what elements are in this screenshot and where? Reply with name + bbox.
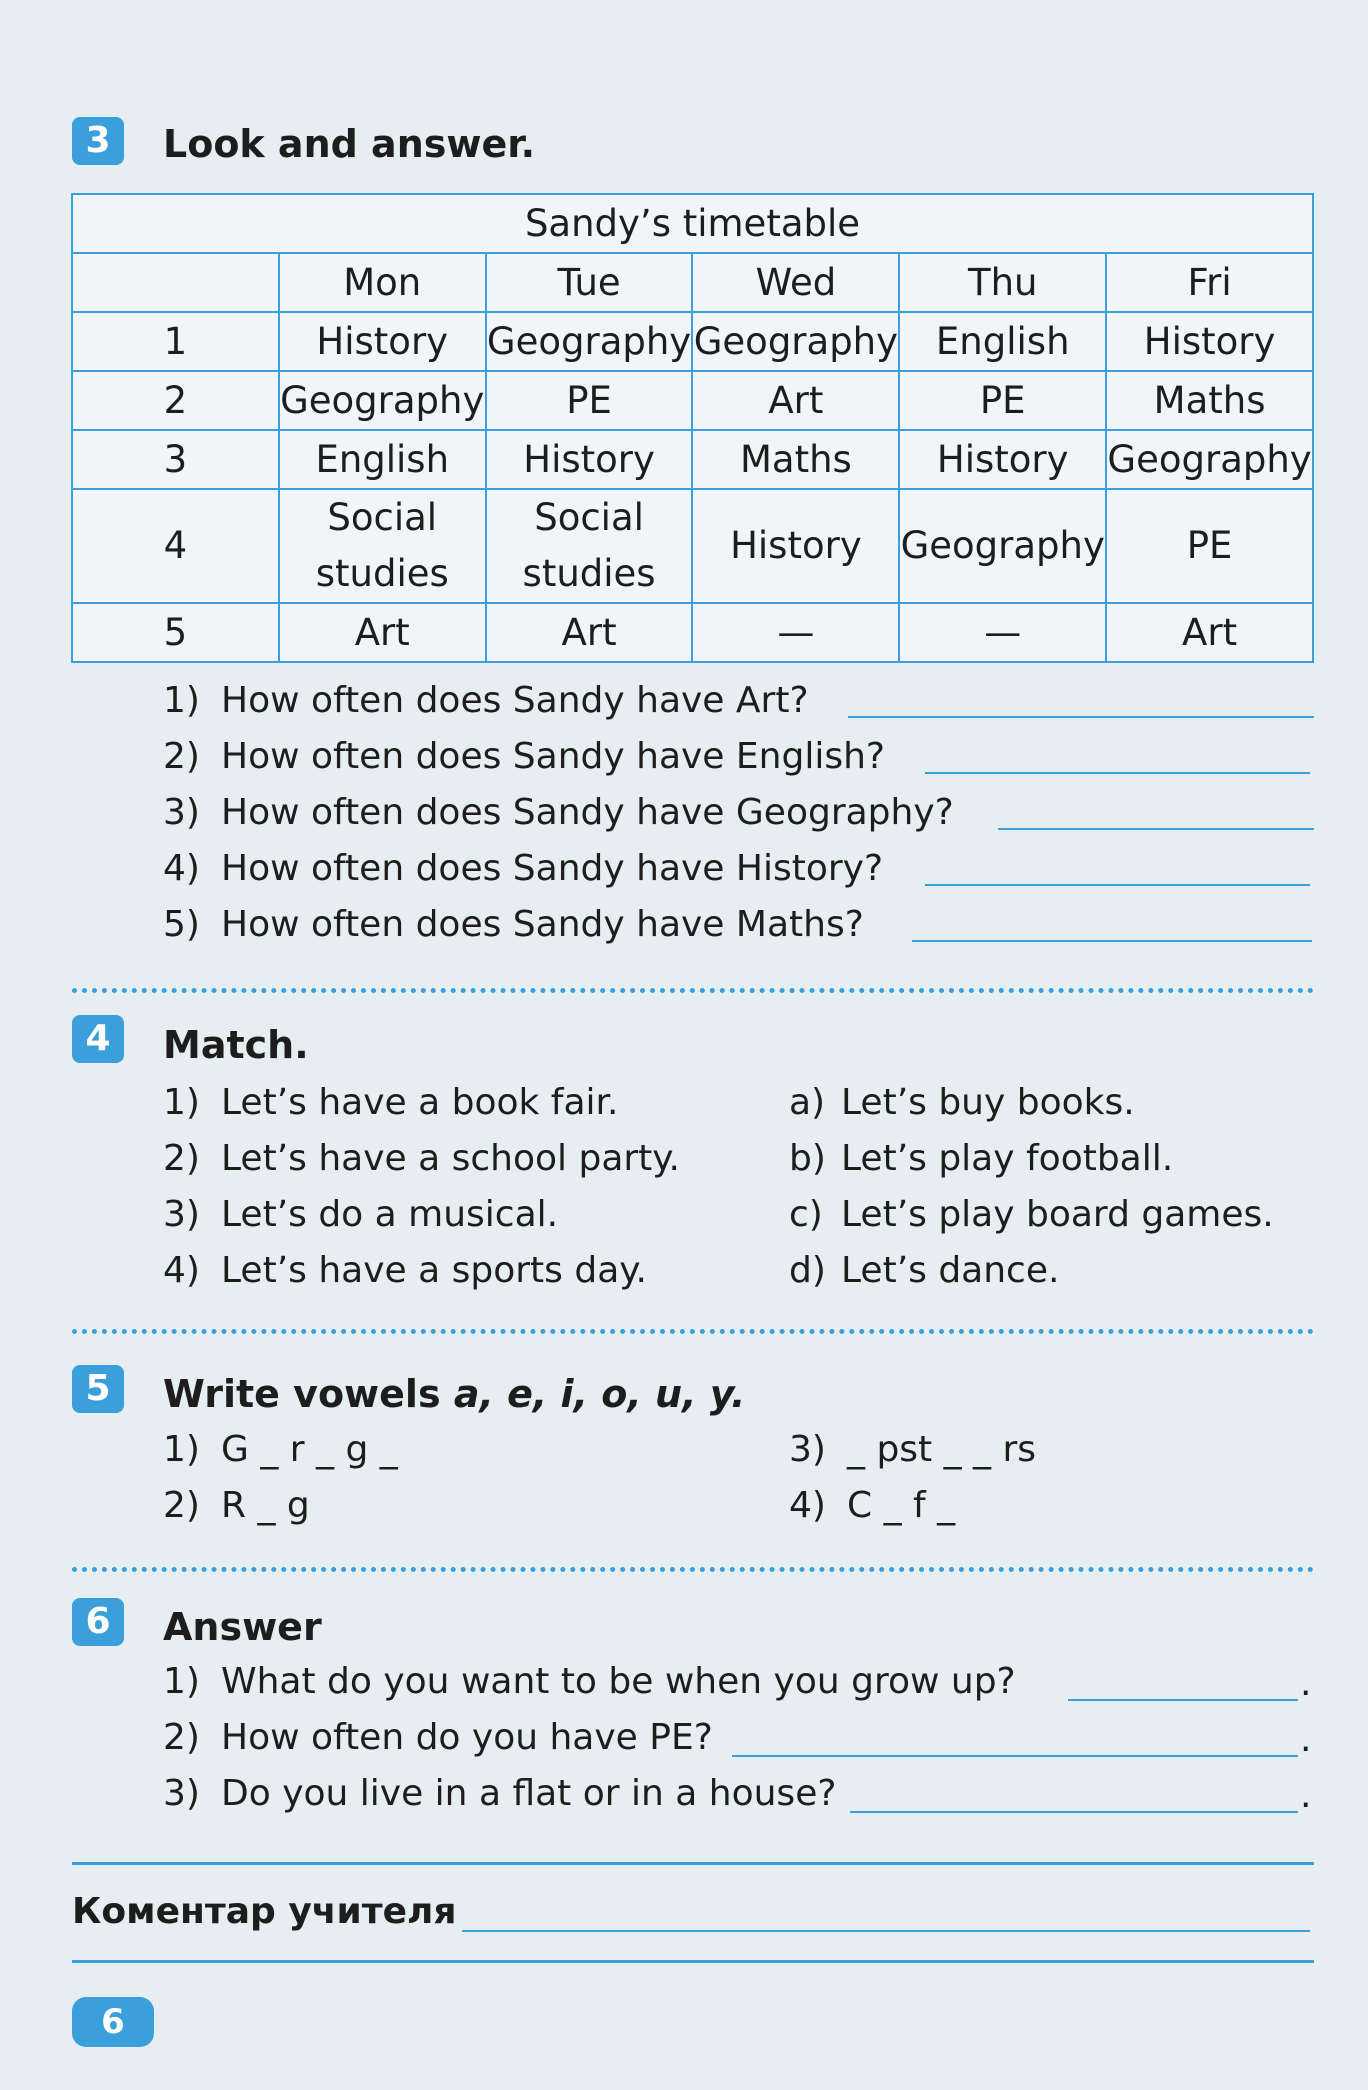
day-header: Tue xyxy=(486,253,693,312)
match-text: Let’s play board games. xyxy=(841,1194,1274,1235)
timetable-cell xyxy=(279,489,486,603)
question-line xyxy=(163,1714,713,1762)
question-line xyxy=(163,789,954,837)
item-letter: a) xyxy=(789,1082,826,1123)
timetable-row xyxy=(72,371,1313,430)
question-line xyxy=(163,901,864,949)
question-text: How often do you have PE? xyxy=(221,1717,713,1758)
question-text: How often does Sandy have History? xyxy=(221,848,884,889)
timetable-cell: PE xyxy=(899,371,1106,430)
answer-blank[interactable] xyxy=(925,772,1310,774)
item-number: 2) xyxy=(163,1485,200,1526)
timetable-title: Sandy’s timetable xyxy=(72,194,1313,253)
match-text: Let’s buy books. xyxy=(841,1082,1135,1123)
comment-bottom-rule xyxy=(72,1960,1314,1963)
question-text: How often does Sandy have Geography? xyxy=(221,792,954,833)
timetable-cell: PE xyxy=(486,371,693,430)
item-number: 4) xyxy=(163,848,200,889)
lesson-number: 4 xyxy=(72,489,279,603)
day-header: Thu xyxy=(899,253,1106,312)
match-text: Let’s have a book fair. xyxy=(221,1082,619,1123)
timetable-cell: History xyxy=(692,489,899,603)
exercise-4-badge: 4 xyxy=(72,1015,124,1063)
word-gaps: G _ r _ g _ xyxy=(221,1429,398,1470)
timetable-cell: — xyxy=(692,603,899,662)
item-number: 1) xyxy=(163,680,200,721)
end-mark: . xyxy=(1300,1775,1312,1816)
cell-line: studies xyxy=(315,552,449,595)
end-mark: . xyxy=(1300,1719,1312,1760)
timetable-cell: Art xyxy=(279,603,486,662)
end-mark: . xyxy=(1300,1663,1312,1704)
answer-blank[interactable] xyxy=(848,716,1314,718)
match-text: Let’s dance. xyxy=(841,1250,1060,1291)
answer-blank[interactable] xyxy=(1068,1699,1298,1701)
match-right-item xyxy=(789,1247,1059,1295)
answer-blank[interactable] xyxy=(998,828,1314,830)
item-number: 2) xyxy=(163,1138,200,1179)
item-number: 3) xyxy=(789,1429,826,1470)
match-left-item xyxy=(163,1079,618,1127)
timetable-cell: Art xyxy=(486,603,693,662)
vowel-item xyxy=(163,1482,310,1530)
cell-line: Social xyxy=(534,496,644,539)
timetable-cell: History xyxy=(486,430,693,489)
title-text: Write vowels xyxy=(163,1372,454,1416)
question-line xyxy=(163,733,885,781)
timetable-cell: — xyxy=(899,603,1106,662)
question-line xyxy=(163,1770,836,1818)
item-number: 1) xyxy=(163,1082,200,1123)
lesson-number: 5 xyxy=(72,603,279,662)
day-header: Fri xyxy=(1106,253,1313,312)
item-number: 3) xyxy=(163,792,200,833)
vowel-item xyxy=(163,1426,398,1474)
question-text: What do you want to be when you grow up? xyxy=(221,1661,1016,1702)
answer-blank[interactable] xyxy=(925,884,1310,886)
timetable-row xyxy=(72,430,1313,489)
timetable-cell: English xyxy=(899,312,1106,371)
teacher-comment-field[interactable] xyxy=(462,1930,1310,1932)
exercise-3-title: Look and answer. xyxy=(163,122,536,166)
question-line xyxy=(163,845,883,893)
match-right-item xyxy=(789,1079,1135,1127)
answer-blank[interactable] xyxy=(732,1755,1298,1757)
question-line xyxy=(163,677,809,725)
match-text: Let’s have a sports day. xyxy=(221,1250,647,1291)
timetable-cell: History xyxy=(899,430,1106,489)
timetable-cell: Art xyxy=(692,371,899,430)
item-number: 4) xyxy=(789,1485,826,1526)
timetable-cell: Maths xyxy=(692,430,899,489)
timetable xyxy=(71,193,1314,663)
vowel-list: a, e, i, o, u, y. xyxy=(453,1372,746,1416)
timetable-corner xyxy=(72,253,279,312)
exercise-5-title xyxy=(163,1370,745,1418)
timetable-cell: History xyxy=(279,312,486,371)
comment-top-rule xyxy=(72,1862,1314,1865)
timetable-cell: History xyxy=(1106,312,1313,371)
cell-line: studies xyxy=(522,552,656,595)
timetable-row xyxy=(72,312,1313,371)
match-right-item xyxy=(789,1191,1274,1239)
exercise-5-badge: 5 xyxy=(72,1365,124,1413)
item-letter: d) xyxy=(789,1250,826,1291)
lesson-number: 1 xyxy=(72,312,279,371)
match-left-item xyxy=(163,1191,558,1239)
item-number: 2) xyxy=(163,1717,200,1758)
timetable-cell: Geography xyxy=(486,312,693,371)
timetable-header-row xyxy=(72,253,1313,312)
word-gaps: _ pst _ _ rs xyxy=(847,1429,1037,1470)
match-left-item xyxy=(163,1247,647,1295)
match-right-item xyxy=(789,1135,1173,1183)
item-number: 1) xyxy=(163,1429,200,1470)
match-text: Let’s play football. xyxy=(841,1138,1174,1179)
timetable-cell: Geography xyxy=(692,312,899,371)
question-text: How often does Sandy have Maths? xyxy=(221,904,864,945)
timetable-row xyxy=(72,603,1313,662)
question-text: How often does Sandy have English? xyxy=(221,736,885,777)
exercise-6-badge: 6 xyxy=(72,1598,124,1646)
lesson-number: 2 xyxy=(72,371,279,430)
match-text: Let’s do a musical. xyxy=(221,1194,559,1235)
timetable-row xyxy=(72,489,1313,603)
item-number: 2) xyxy=(163,736,200,777)
answer-blank[interactable] xyxy=(850,1811,1298,1813)
page-number: 6 xyxy=(72,1997,154,2047)
item-number: 3) xyxy=(163,1194,200,1235)
timetable-cell xyxy=(486,489,693,603)
exercise-4-title: Match. xyxy=(163,1023,309,1067)
item-number: 4) xyxy=(163,1250,200,1291)
timetable-cell: PE xyxy=(1106,489,1313,603)
timetable-cell: Art xyxy=(1106,603,1313,662)
question-text: How often does Sandy have Art? xyxy=(221,680,809,721)
section-divider xyxy=(72,1329,1314,1334)
timetable-cell: Geography xyxy=(1106,430,1313,489)
section-divider xyxy=(72,988,1314,993)
vowel-item xyxy=(789,1426,1036,1474)
timetable-cell: English xyxy=(279,430,486,489)
answer-blank[interactable] xyxy=(912,940,1312,942)
timetable-cell: Geography xyxy=(899,489,1106,603)
question-text: Do you live in a flat or in a house? xyxy=(221,1773,837,1814)
question-line xyxy=(163,1658,1016,1706)
item-letter: c) xyxy=(789,1194,823,1235)
word-gaps: C _ f _ xyxy=(847,1485,956,1526)
day-header: Wed xyxy=(692,253,899,312)
exercise-3-badge: 3 xyxy=(72,117,124,165)
timetable-cell: Maths xyxy=(1106,371,1313,430)
teacher-comment-label: Коментар учителя xyxy=(72,1891,457,1932)
section-divider xyxy=(72,1567,1314,1572)
word-gaps: R _ g xyxy=(221,1485,310,1526)
item-number: 5) xyxy=(163,904,200,945)
item-letter: b) xyxy=(789,1138,826,1179)
item-number: 1) xyxy=(163,1661,200,1702)
match-text: Let’s have a school party. xyxy=(221,1138,680,1179)
day-header: Mon xyxy=(279,253,486,312)
timetable-cell: Geography xyxy=(279,371,486,430)
match-left-item xyxy=(163,1135,680,1183)
item-number: 3) xyxy=(163,1773,200,1814)
exercise-6-title: Answer xyxy=(163,1605,322,1649)
cell-line: Social xyxy=(327,496,438,539)
lesson-number: 3 xyxy=(72,430,279,489)
vowel-item xyxy=(789,1482,955,1530)
